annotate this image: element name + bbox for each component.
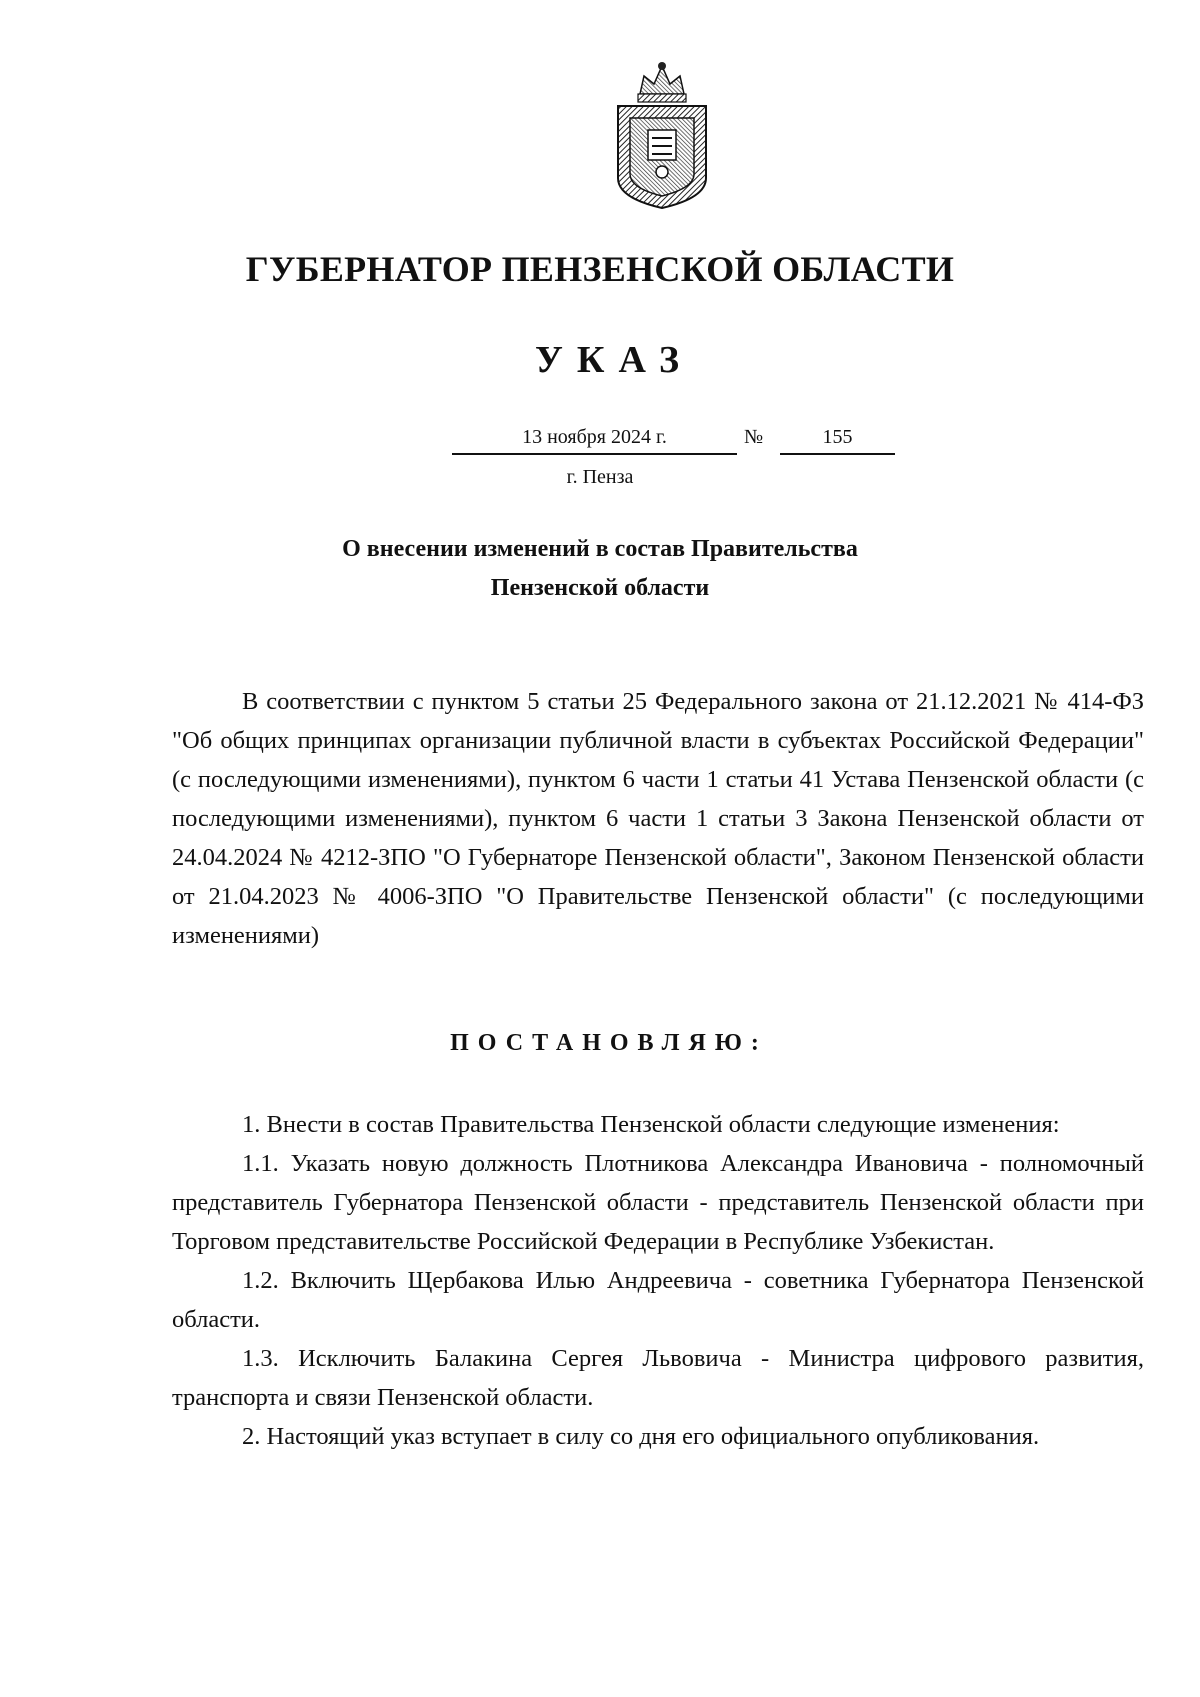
subject-line-2: Пензенской области <box>490 575 710 601</box>
decree-item-1: 1. Внести в состав Правительства Пензенской области следующие изменения: <box>242 1111 1060 1138</box>
decree-item-1-1: 1.1. Указать новую должность Плотникова Александра Ивановича - полномочный представитель Губернатора Пензенской области - представитель Пензенской области при Торговом представительстве Российской Федерации в Республике Узбекистан. <box>172 1150 1144 1255</box>
subject-line-1: О внесении изменений в состав Правительства <box>342 536 858 562</box>
number-sign: № <box>744 426 764 448</box>
decree-word: ПОСТАНОВЛЯЮ: <box>450 1030 768 1056</box>
document-type: УКАЗ <box>535 339 693 381</box>
preamble-paragraph: В соответствии с пунктом 5 статьи 25 Федерального закона от 21.12.2021 № 414-ФЗ "Об общих принципах организации публичной власти в субъектах Российской Федерации" (с последующими изменениями), пунктом 6 части 1 статьи 41 Устава Пензенской области (с последующими изменениями), пунктом 6 части 1 статьи 3 Закона Пензенской области от 24.04.2024 № 4212-ЗПО "О Губернаторе Пензенской области", Законом Пензенской области от 21.04.2023 № 4006-ЗПО "О Правительстве Пензенской области" (с последующими изменениями) <box>172 688 1144 949</box>
decree-item-1-2: 1.2. Включить Щербакова Илью Андреевича - советника Губернатора Пензенской области. <box>172 1267 1144 1333</box>
issuing-authority: ГУБЕРНАТОР ПЕНЗЕНСКОЙ ОБЛАСТИ <box>245 249 955 289</box>
decree-items <box>172 1105 1144 1456</box>
preamble-block <box>172 682 1144 955</box>
document-subject <box>0 530 1200 608</box>
document-city: г. Пенза <box>566 466 634 488</box>
coat-of-arms-emblem <box>610 60 714 212</box>
document-date: 13 ноября 2024 г. <box>452 425 737 455</box>
decree-item-1-3: 1.3. Исключить Балакина Сергея Львовича - Министра цифрового развития, транспорта и связи Пензенской области. <box>172 1345 1144 1411</box>
document-number: 155 <box>780 425 895 455</box>
decree-item-2: 2. Настоящий указ вступает в силу со дня его официального опубликования. <box>242 1423 1040 1450</box>
